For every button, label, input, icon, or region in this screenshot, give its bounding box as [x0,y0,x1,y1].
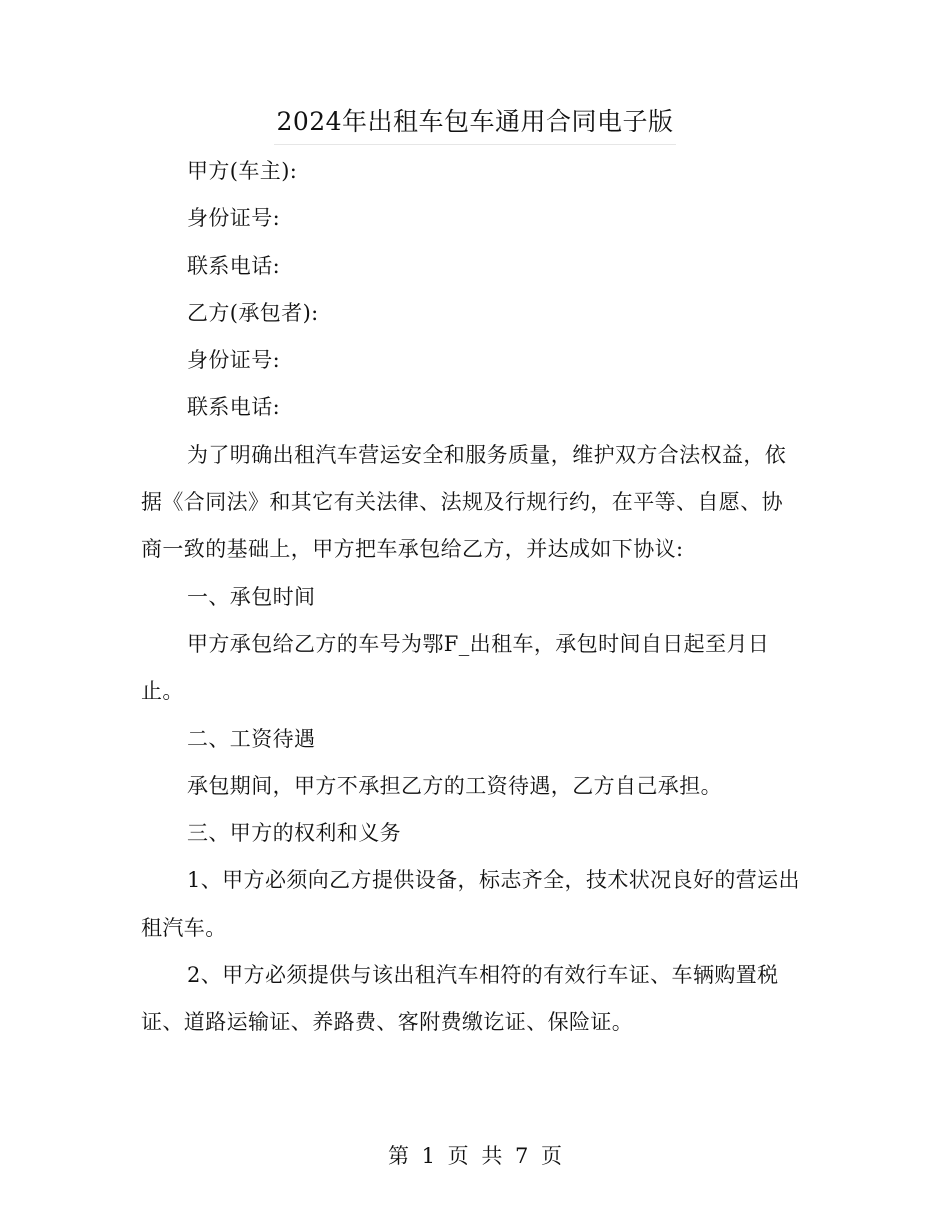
document-title-text: 2024年出租车包车通用合同电子版 [274,102,675,145]
section-heading: 二、工资待遇 [187,726,316,751]
body-line: 甲方(车主): [187,159,298,183]
body-line: 2、甲方必须提供与该出租汽车相符的有效行车证、车辆购置税 [187,963,779,988]
body-line: 1、甲方必须向乙方提供设备，标志齐全，技术状况良好的营运出 [187,868,800,893]
body-line: 证、道路运输证、养路费、客附费缴讫证、保险证。 [141,1010,634,1035]
body-line: 身份证号: [187,348,281,373]
body-line: 甲方承包给乙方的车号为鄂F_出租车，承包时间自日起至月日 [187,631,770,656]
section-heading: 三、甲方的权利和义务 [187,821,401,846]
document-title [0,102,950,145]
body-line: 租汽车。 [141,915,227,940]
body-line: 为了明确出租汽车营运安全和服务质量，维护双方合法权益，依 [187,442,787,467]
body-line: 止。 [141,679,184,704]
body-line: 商一致的基础上，甲方把车承包给乙方，并达成如下协议: [141,537,684,562]
section-heading: 一、承包时间 [187,584,316,609]
body-line: 承包期间，甲方不承担乙方的工资待遇，乙方自己承担。 [187,773,722,798]
body-line: 联系电话: [187,395,281,420]
document-body [141,148,809,1047]
page-indicator: 第 1 页 共 7 页 [387,1144,563,1168]
body-line: 联系电话: [187,253,281,278]
body-line: 据《合同法》和其它有关法律、法规及行规行约，在平等、自愿、协 [141,490,783,515]
page-footer [0,1140,950,1172]
body-line: 乙方(承包者): [187,300,319,325]
body-line: 身份证号: [187,206,281,231]
